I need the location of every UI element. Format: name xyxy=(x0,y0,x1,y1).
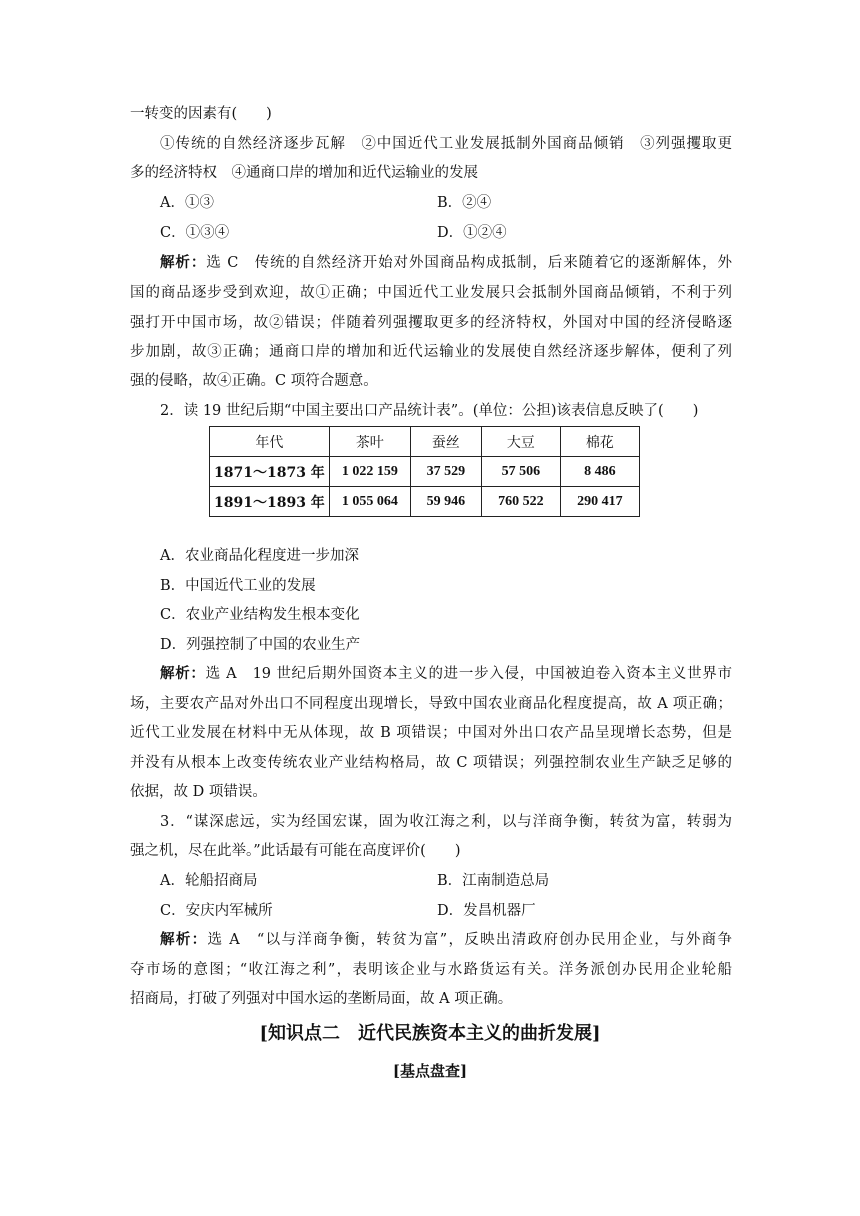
q1-analysis-text-1: 选 C 传统的自然经济开始对外国商品构成抵制，后来随着它的逐渐解体，外 xyxy=(206,255,732,271)
q1-items-line-2: 多的经济特权 ④通商口岸的增加和近代运输业的发展 xyxy=(130,165,478,181)
q2-analysis-text-1: 选 A 19 世纪后期外国资本主义的进一步入侵，中国被迫卷入资本主义世界市 xyxy=(205,666,733,682)
section-title: [知识点二 近代民族资本主义的曲折发展] xyxy=(259,1023,601,1044)
table-header-row xyxy=(210,427,640,457)
table-cell: 290 417 xyxy=(560,487,639,517)
q2-analysis-line-5: 依据，故 D 项错误。 xyxy=(130,784,267,800)
q1-analysis-line-1 xyxy=(160,253,732,273)
table-cell: 57 506 xyxy=(481,457,560,487)
q3-analysis-label: 解析： xyxy=(160,931,208,948)
q1-items-line-1: ①传统的自然经济逐步瓦解 ②中国近代工业发展抵制外国商品倾销 ③列强攫取更 xyxy=(160,136,732,152)
table-header-cell: 蚕丝 xyxy=(410,427,481,457)
q3-option-a: A．轮船招商局 xyxy=(160,873,258,889)
table-cell: 1 022 159 xyxy=(329,457,410,487)
q1-analysis-line-3: 强打开中国市场，故②错误；伴随着列强攫取更多的经济特权，外国对中国的经济侵略逐 xyxy=(130,315,732,331)
q2-option-a: A．农业商品化程度进一步加深 xyxy=(160,548,359,564)
q2-analysis-line-2: 场，主要农产品对外出口不同程度出现增长，导致中国农业商品化程度提高，故 A 项正确； xyxy=(130,696,732,712)
q3-stem-line-2: 强之机，尽在此举。”此话最有可能在高度评价( ) xyxy=(130,843,461,859)
section-subtitle: [基点盘查] xyxy=(392,1062,468,1080)
table-cell: 1 055 064 xyxy=(329,487,410,517)
table-cell: 760 522 xyxy=(481,487,560,517)
q1-analysis-line-4: 步加剧，故③正确；通商口岸的增加和近代运输业的发展使自然经济逐步解体，便利了列 xyxy=(130,344,732,360)
q3-option-d: D．发昌机器厂 xyxy=(437,903,536,919)
q2-option-c: C．农业产业结构发生根本变化 xyxy=(160,607,360,623)
table-cell: 37 529 xyxy=(410,457,481,487)
table-cell: 1891～1893 年 xyxy=(210,487,330,517)
q3-analysis-text-1: 选 A “以与洋商争衡，转贫为富”，反映出清政府创办民用企业，与外商争 xyxy=(207,932,733,948)
q1-analysis-line-5: 强的侵略，故④正确。C 项符合题意。 xyxy=(130,373,378,389)
q2-analysis-line-1 xyxy=(160,664,732,684)
q2-analysis-line-3: 近代工业发展在材料中无从体现，故 B 项错误；中国对外出口农产品呈现增长态势，但是 xyxy=(130,725,732,741)
table-cell: 8 486 xyxy=(560,457,639,487)
q1-stem-tail: 一转变的因素有( ) xyxy=(130,106,272,122)
q1-analysis-label: 解析： xyxy=(160,254,207,271)
q3-analysis-line-1 xyxy=(160,930,732,950)
q3-option-c: C．安庆内军械所 xyxy=(160,903,273,919)
table-header-cell: 茶叶 xyxy=(329,427,410,457)
export-statistics-table xyxy=(209,426,640,517)
q2-option-d: D．列强控制了中国的农业生产 xyxy=(160,637,361,653)
q1-analysis-line-2: 国的商品逐步受到欢迎，故①正确；中国近代工业发展只会抵制外国商品倾销，不利于列 xyxy=(130,285,732,301)
q1-option-d: D．①②④ xyxy=(437,225,507,241)
table-header-cell: 年代 xyxy=(210,427,330,457)
q3-stem-line-1: 3．“谋深虑远，实为经国宏谋，固为收江海之利，以与洋商争衡，转贫为富，转弱为 xyxy=(160,814,732,830)
q2-option-b: B．中国近代工业的发展 xyxy=(160,578,316,594)
q2-stem: 2．读 19 世纪后期“中国主要出口产品统计表”。(单位：公担)该表信息反映了( ) xyxy=(160,403,699,419)
table-header-cell: 棉花 xyxy=(560,427,639,457)
table-cell: 1871～1873 年 xyxy=(210,457,330,487)
q1-option-a: A．①③ xyxy=(160,195,214,211)
table-header-cell: 大豆 xyxy=(481,427,560,457)
q3-analysis-line-2: 夺市场的意图；“收江海之利”，表明该企业与水路货运有关。洋务派创办民用企业轮船 xyxy=(130,962,732,978)
table-cell: 59 946 xyxy=(410,487,481,517)
table-row xyxy=(210,487,640,517)
q2-analysis-label: 解析： xyxy=(160,665,206,682)
q1-option-b: B．②④ xyxy=(437,195,492,211)
q3-analysis-line-3: 招商局，打破了列强对中国水运的垄断局面，故 A 项正确。 xyxy=(130,991,513,1007)
q3-option-b: B．江南制造总局 xyxy=(437,873,550,889)
q2-analysis-line-4: 并没有从根本上改变传统农业产业结构格局，故 C 项错误；列强控制农业生产缺乏足够的 xyxy=(130,755,732,771)
table-row xyxy=(210,457,640,487)
q1-option-c: C．①③④ xyxy=(160,225,230,241)
